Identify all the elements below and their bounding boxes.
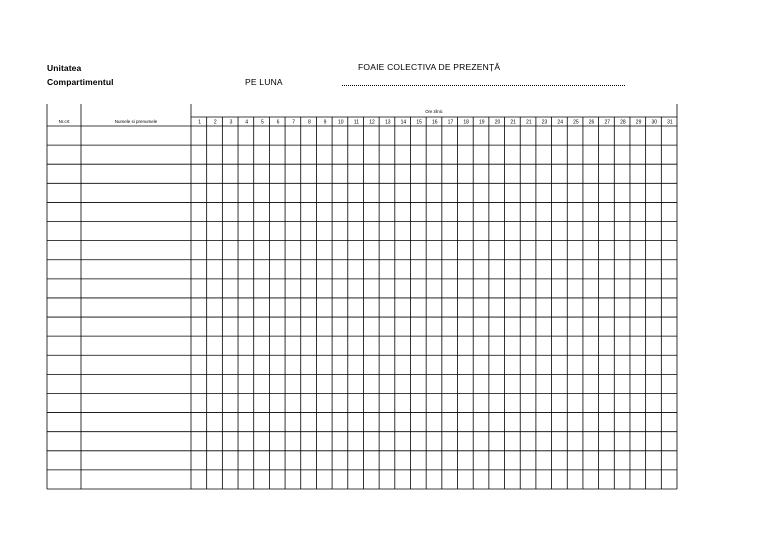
hours-header: Ore zilnic — [425, 109, 443, 114]
day-number: 20 — [494, 119, 501, 126]
day-number: 15 — [416, 119, 422, 126]
day-number: 23 — [541, 119, 548, 126]
department-label: Compartimentul — [47, 77, 114, 87]
day-number: 16 — [432, 119, 438, 126]
nr-crt-header: Nr.crt — [58, 119, 70, 124]
name-header: Numele si prenumele — [114, 119, 158, 124]
day-number: 12 — [369, 119, 375, 126]
day-number: 27 — [604, 119, 611, 126]
day-number: 31 — [667, 119, 673, 126]
day-number: 21 — [510, 119, 516, 126]
day-number: 19 — [479, 119, 485, 126]
day-number: 21 — [526, 119, 532, 126]
month-label: PE LUNA — [245, 77, 283, 87]
day-number: 18 — [463, 119, 469, 126]
day-number: 25 — [573, 119, 579, 126]
form-title: FOAIE COLECTIVA DE PREZENȚĂ — [358, 62, 501, 72]
day-number: 1 — [198, 119, 202, 126]
day-number: 11 — [353, 119, 359, 126]
day-number: 8 — [307, 119, 311, 126]
day-number: 13 — [384, 119, 391, 126]
day-number: 3 — [229, 119, 233, 126]
day-number: 14 — [400, 119, 407, 126]
day-number: 10 — [337, 119, 344, 126]
day-number: 9 — [323, 119, 327, 126]
day-number: 6 — [276, 119, 280, 126]
day-number: 30 — [651, 119, 658, 126]
day-number: 26 — [588, 119, 595, 126]
day-number: 7 — [292, 119, 296, 126]
day-number: 4 — [245, 119, 249, 126]
unit-label: Unitatea — [47, 63, 82, 73]
day-number: 2 — [213, 119, 217, 126]
day-number: 17 — [447, 119, 454, 126]
day-number: 24 — [557, 119, 563, 126]
day-number: 28 — [620, 119, 626, 126]
day-number: 29 — [635, 119, 642, 126]
day-number: 5 — [260, 119, 264, 126]
